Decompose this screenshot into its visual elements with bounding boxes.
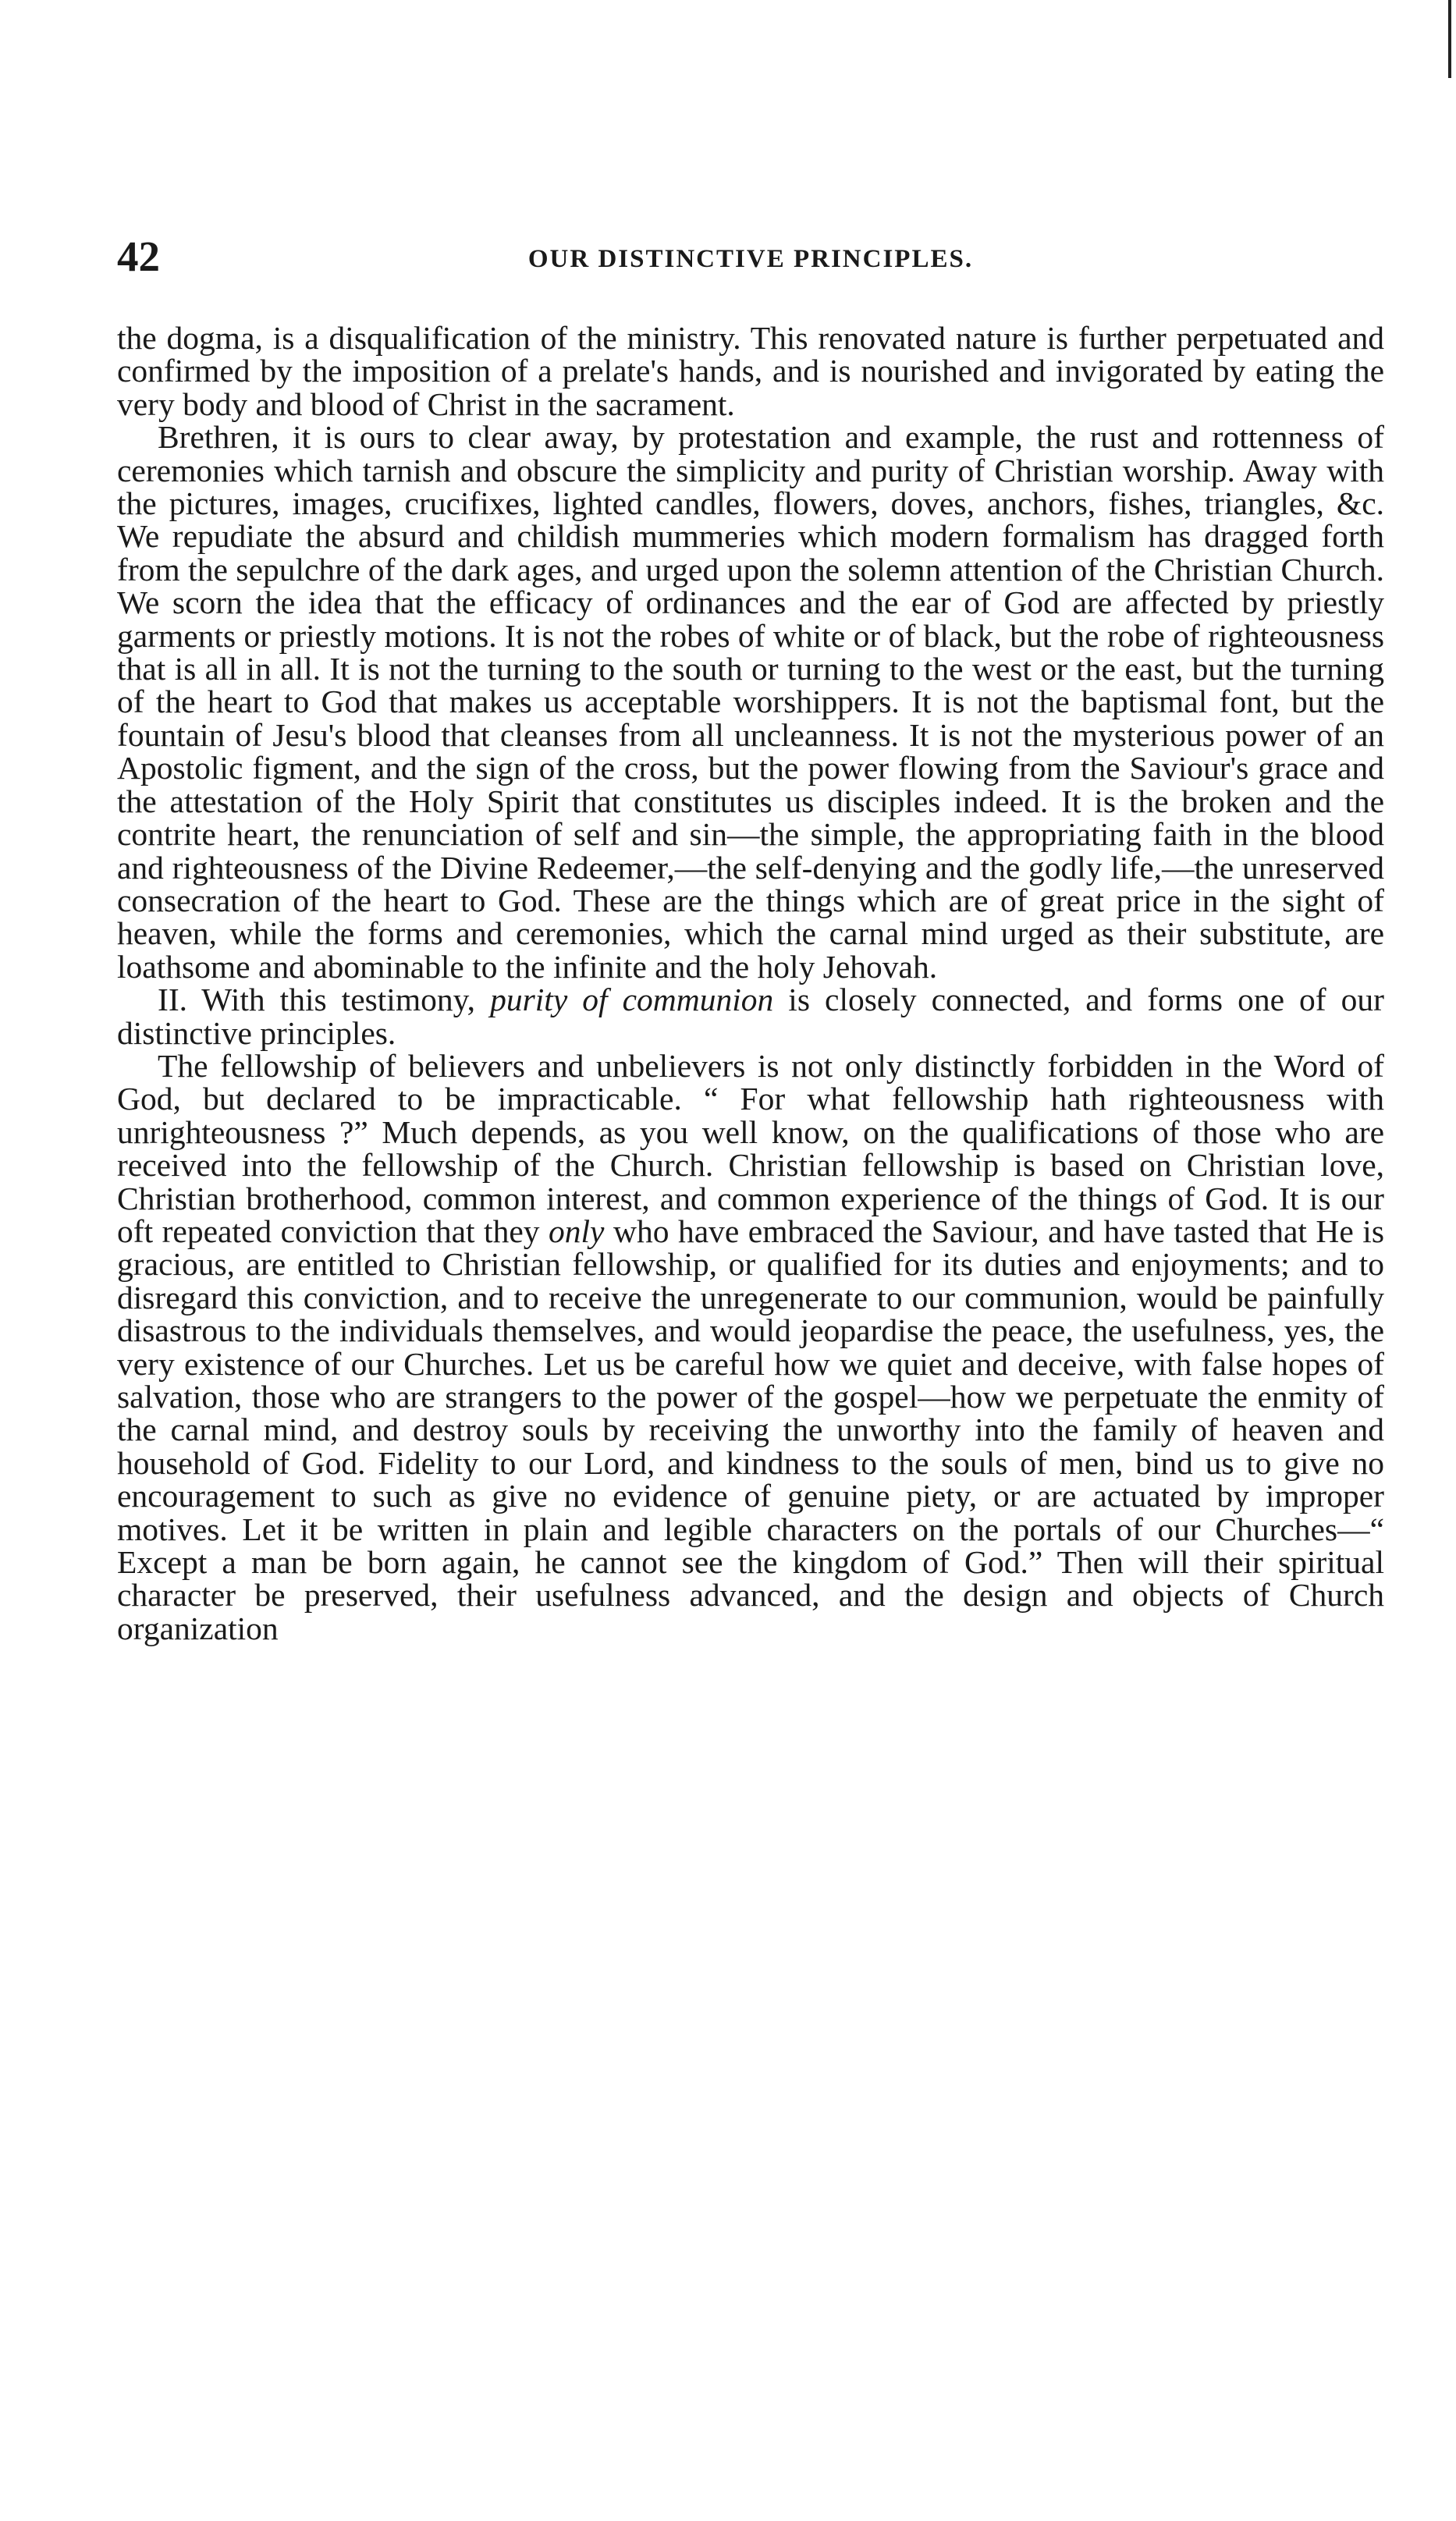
- paragraph-3-tail: is closely connected, and forms one of our distinctive principles.: [117, 982, 1384, 1051]
- paragraph-4-lead: The fellowship of believers and unbelievers is not only distinctly forbidden in the Word of God, but declared to be impracticable. “ For what fellowship hath righteousness with unrighteousness ?” Much depends, as you well know, on the qualifications of those who are received into the fellowship of the Church. Christian fellowship is based on Christian love, Christian brotherhood, common interest, and common experience of the things of God. It is our oft repeated conviction that they: [117, 1047, 1384, 1249]
- paragraph-3-emphasis: purity of communion: [490, 982, 774, 1018]
- body-text: [117, 321, 1384, 1645]
- paragraph-2: Brethren, it is ours to clear away, by protestation and example, the rust and rottenness of ceremonies which tarnish and obscure the simplicity and purity of Christian worship. Away with the pictures, images, crucifixes, lighted candles, flowers, doves, anchors, fishes, triangles, &c. We repudiate the absurd and childish mummeries which modern formalism has dragged forth from the sepulchre of the dark ages, and urged upon the solemn attention of the Christian Church. We scorn the idea that the efficacy of ordinances and the ear of God are affected by priestly garments or priestly motions. It is not the robes of white or of black, but the robe of righteousness that is all in all. It is not the turning to the south or turning to the west or the east, but the turning of the heart to God that makes us acceptable worshippers. It is not the baptismal font, but the fountain of Jesu's blood that cleanses from all uncleanness. It is not the mysterious power of an Apostolic figment, and the sign of the cross, but the power flowing from the Saviour's grace and the attestation of the Holy Spirit that constitutes us disciples indeed. It is the broken and the contrite heart, the renunciation of self and sin—the simple, the appropriating faith in the blood and righteousness of the Divine Redeemer,—the self-denying and the godly life,—the unreserved consecration of the heart to God. These are the things which are of great price in the sight of heaven, while the forms and ceremonies, which the carnal mind urged as their substitute, are loathsome and abominable to the infinite and the holy Jehovah.: [117, 419, 1384, 985]
- page-number: 42: [117, 233, 160, 280]
- paragraph-3-lead: II. With this testimony,: [158, 982, 491, 1018]
- paragraph-4-tail: who have embraced the Saviour, and have tasted that He is gracious, are entitled to Christian fellowship, or qualified for its duties and enjoyments; and to disregard this conviction, and to receive the unregenerate to our communion, would be painfully disastrous to the individuals themselves, and would jeopardise the peace, the usefulness, yes, the very existence of our Churches. Let us be careful how we quiet and deceive, with false hopes of salvation, those who are strangers to the power of the gospel—how we perpetuate the enmity of the carnal mind, and destroy souls by receiving the unworthy into the family of heaven and household of God. Fidelity to our Lord, and kindness to the souls of men, bind us to give no encouragement to such as give no evidence of genuine piety, or are actuated by improper motives. Let it be written in plain and legible characters on the portals of our Churches—“ Except a man be born again, he cannot see the kingdom of God.” Then will their spiritual character be preserved, their usefulness advanced, and the design and objects of Church organization: [117, 1213, 1384, 1646]
- paragraph-1: the dogma, is a disqualification of the ministry. This renovated nature is further perpetuated and confirmed by the imposition of a prelate's hands, and is nourished and invigorated by eating the very body and blood of Christ in the sacrament.: [117, 320, 1384, 422]
- paragraph-4-emphasis: only: [549, 1213, 605, 1249]
- paragraph-3: [117, 983, 1384, 1049]
- page-header: [117, 229, 1384, 292]
- paragraph-4: [117, 1049, 1384, 1645]
- scan-edge-line: [1448, 0, 1451, 78]
- running-head: OUR DISTINCTIVE PRINCIPLES.: [527, 245, 974, 273]
